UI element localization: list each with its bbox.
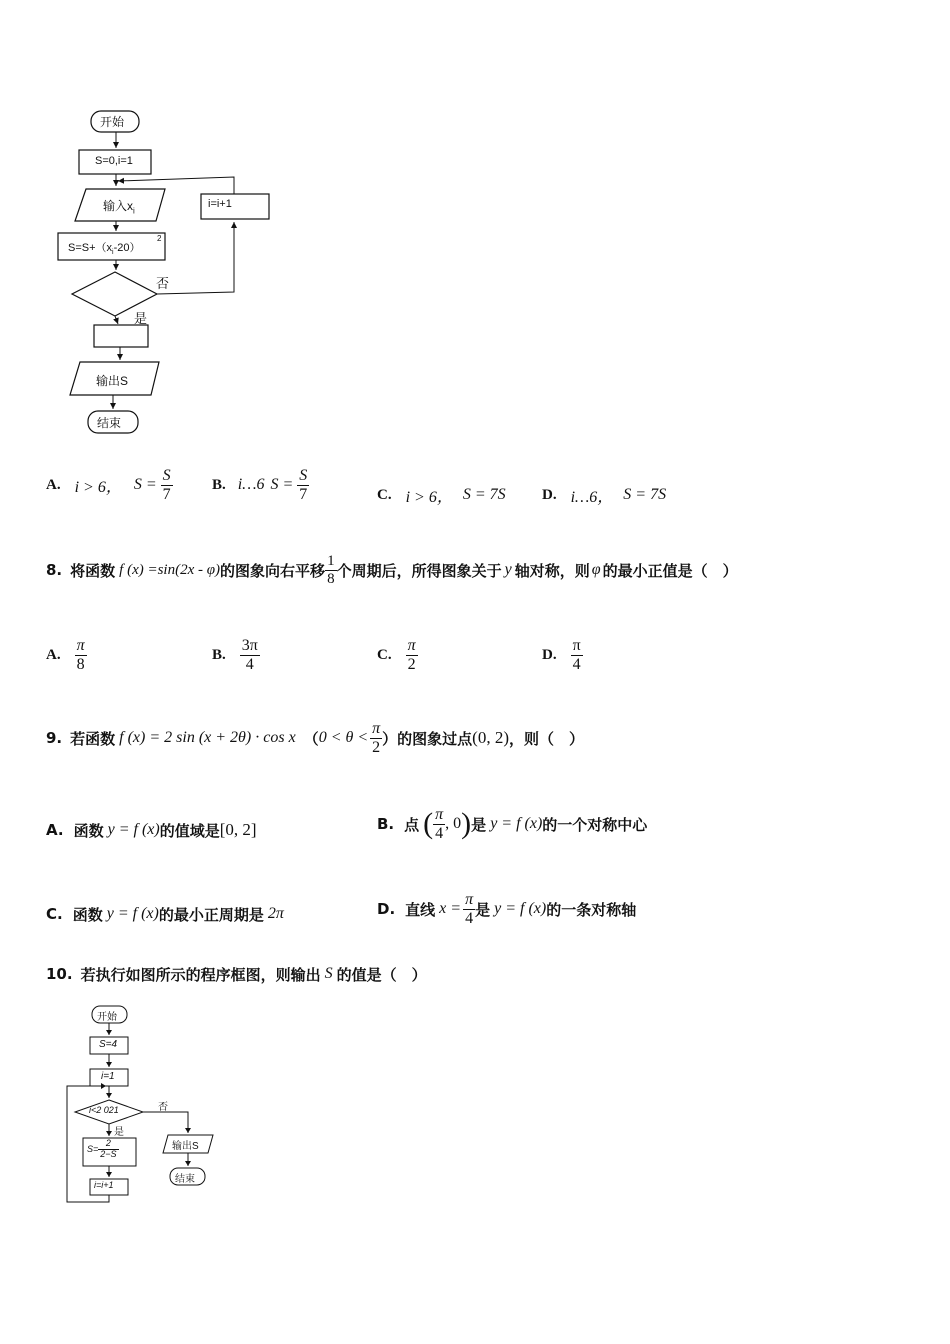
- q9-stem: 9. 若函数 f (x) = 2 sin (x + 2θ) · cos x （ 0 < θ < $\frac{\pi}{2}$ ）的图象过点 (0, 2) ，则（ ）: [46, 719, 585, 756]
- q8-option-d[interactable]: D. $\frac{\pi}{4}$: [542, 636, 581, 673]
- fc2-start-label: 开始: [97, 1012, 117, 1023]
- q9-option-b[interactable]: B. 点 ( $\frac{\pi}{4}$ , 0 ) 是 y = f (x) 的一个对称中心: [377, 805, 648, 842]
- fc2-assign-label: S= $\frac{2}{2-S}$: [87, 1138, 117, 1159]
- q7-b-frac: $\frac{S}{7}$: [299, 466, 308, 503]
- fc2-init-s-label: S=4: [99, 1039, 118, 1050]
- q8-stem: 8. 将函数 f (x) =sin(2x - φ) 的图象向右平移 $\frac{1}{8}$ 个周期后，所得图象关于 y 轴对称，则 φ 的最小正值是（ ）: [46, 553, 738, 587]
- q7-option-b[interactable]: B. i…6 S = $\frac{S}{7}$: [212, 466, 308, 503]
- q7-option-a[interactable]: A. i > 6， S = $\frac{S}{7}$: [46, 466, 171, 503]
- q9-option-a[interactable]: A. 函数 y = f (x) 的值域是 [0, 2]: [46, 820, 257, 840]
- q10-stem: 10. 若执行如图所示的程序框图，则输出 S 的值是（ ）: [46, 965, 427, 984]
- q8-option-b[interactable]: B. $\frac{3\pi}{4}$: [212, 636, 258, 673]
- q7-a-frac: $\frac{S}{7}$: [162, 466, 171, 503]
- fc1-input-label: 输入$x_i$: [103, 199, 135, 216]
- flowchart-1: [0, 0, 300, 450]
- fc1-increment-label: i=i+1: [208, 198, 232, 210]
- fc2-yes-label: 是: [114, 1127, 124, 1138]
- fc1-init-label: S=0,i=1: [95, 155, 133, 167]
- fc2-output-label: 输出S: [172, 1141, 199, 1152]
- q7-option-c[interactable]: C. i > 6， S = 7S: [377, 486, 506, 506]
- q9-option-d[interactable]: D. 直线 x = $\frac{\pi}{4}$ 是 y = f (x) 的一条对称轴: [377, 890, 637, 927]
- fc1-start-label: 开始: [100, 115, 125, 129]
- fc2-cond-label: i<2 021: [89, 1105, 119, 1115]
- fc2-increment-label: i=i+1: [94, 1180, 114, 1190]
- q8-option-c[interactable]: C. $\frac{\pi}{2}$: [377, 636, 416, 673]
- fc1-end-label: 结束: [97, 416, 122, 430]
- q8-frac: $\frac{1}{8}$: [327, 553, 335, 587]
- fc1-no-label: 否: [156, 276, 170, 291]
- fc1-blank-box: [94, 325, 148, 347]
- fc1-output-label: 输出S: [96, 374, 129, 388]
- flowchart-2: [0, 990, 260, 1220]
- q7-option-d[interactable]: D. i…6， S = 7S: [542, 486, 667, 506]
- q9-option-c[interactable]: C. 函数 y = f (x) 的最小正周期是 2π: [46, 905, 284, 924]
- fc2-init-i-label: i=1: [101, 1071, 115, 1082]
- fc2-end-label: 结束: [175, 1174, 195, 1185]
- fc1-update-sup: 2: [157, 234, 162, 243]
- fc2-no-label: 否: [158, 1102, 168, 1113]
- fc1-update-label: $S=S+(x_i-20)$: [68, 242, 141, 257]
- q8-option-a[interactable]: A. $\frac{\pi}{8}$: [46, 636, 85, 673]
- fc1-yes-label: 是: [134, 311, 148, 326]
